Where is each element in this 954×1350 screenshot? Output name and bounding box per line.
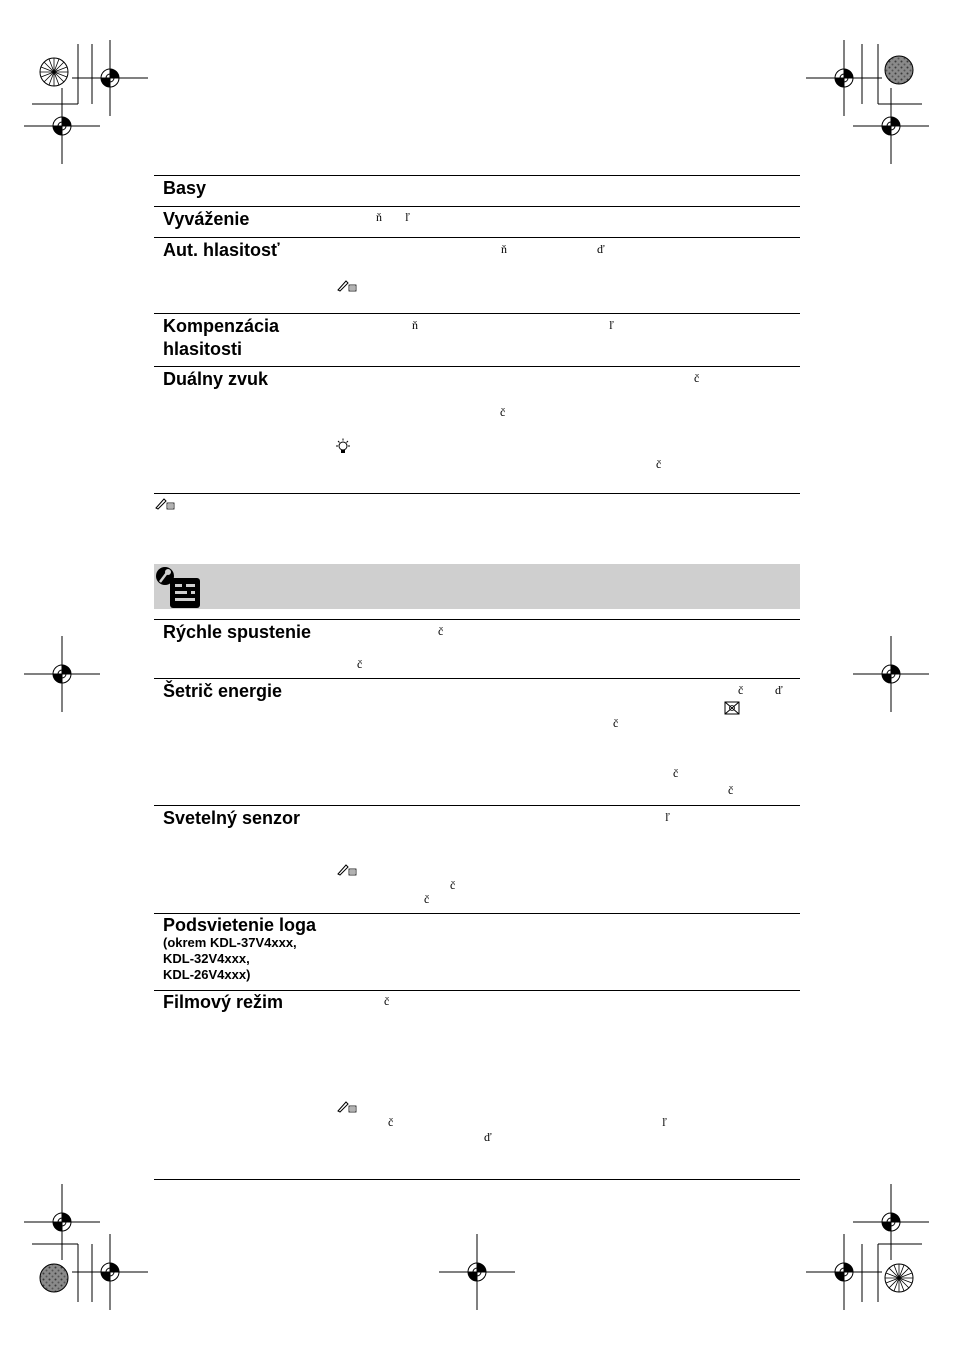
table-bottom-border	[154, 1179, 800, 1180]
row-divider	[154, 237, 800, 238]
row-title-kompenzacia: Kompenzácia	[163, 316, 280, 336]
row-divider	[154, 493, 800, 494]
note-icon	[337, 1099, 357, 1113]
note-icon	[337, 278, 357, 292]
glyph: č	[738, 683, 744, 697]
glyph: č	[656, 457, 662, 471]
tip-bulb-icon	[335, 438, 351, 456]
glyph: ď	[775, 683, 783, 697]
row-divider	[154, 366, 800, 367]
row-title-aut-hlasitost: Aut. hlasitosť	[163, 240, 280, 260]
row-title-rychle-spustenie: Rýchle spustenie	[163, 622, 312, 642]
row-title-hlasitosti: hlasitosti	[163, 339, 243, 359]
row-title-setric-energie: Šetrič energie	[163, 681, 283, 701]
glyph: ď	[484, 1130, 492, 1144]
eco-mode-icon	[724, 701, 740, 715]
row-subtitle-models: KDL-32V4xxx,	[163, 951, 250, 966]
row-divider	[154, 619, 800, 620]
glyph: č	[500, 405, 506, 419]
row-title-svetelny-senzor: Svetelný senzor	[163, 808, 301, 828]
row-divider	[154, 678, 800, 679]
glyph: č	[673, 766, 679, 780]
row-divider	[154, 206, 800, 207]
glyph: č	[613, 716, 619, 730]
wrench-settings-icon	[154, 566, 204, 610]
row-title-dualny-zvuk: Duálny zvuk	[163, 369, 269, 389]
glyph: č	[438, 624, 444, 638]
glyph: ľ	[665, 810, 670, 824]
glyph: ľ	[405, 210, 410, 224]
row-title-podsvietenie-loga: Podsvietenie loga	[163, 915, 317, 935]
glyph: ľ	[609, 318, 614, 332]
glyph: č	[388, 1115, 394, 1129]
glyph: ň	[412, 318, 418, 332]
row-title-filmovy-rezim: Filmový režim	[163, 992, 284, 1012]
glyph: č	[694, 371, 700, 385]
row-divider	[154, 175, 800, 176]
row-title-basy: Basy	[163, 178, 207, 198]
row-divider	[154, 313, 800, 314]
glyph: ň	[501, 242, 507, 256]
section-header-band	[154, 564, 800, 609]
glyph: ď	[597, 242, 605, 256]
row-subtitle-models: (okrem KDL-37V4xxx,	[163, 935, 297, 950]
glyph: č	[384, 994, 390, 1008]
glyph: č	[424, 892, 430, 906]
glyph: ľ	[662, 1115, 667, 1129]
glyph: č	[357, 657, 363, 671]
glyph: ň	[376, 210, 382, 224]
glyph: č	[450, 878, 456, 892]
note-icon	[337, 862, 357, 876]
glyph: č	[728, 783, 734, 797]
row-divider	[154, 805, 800, 806]
row-title-vyvazenie: Vyváženie	[163, 209, 250, 229]
row-subtitle-models: KDL-26V4xxx)	[163, 967, 251, 982]
note-icon	[155, 496, 175, 510]
